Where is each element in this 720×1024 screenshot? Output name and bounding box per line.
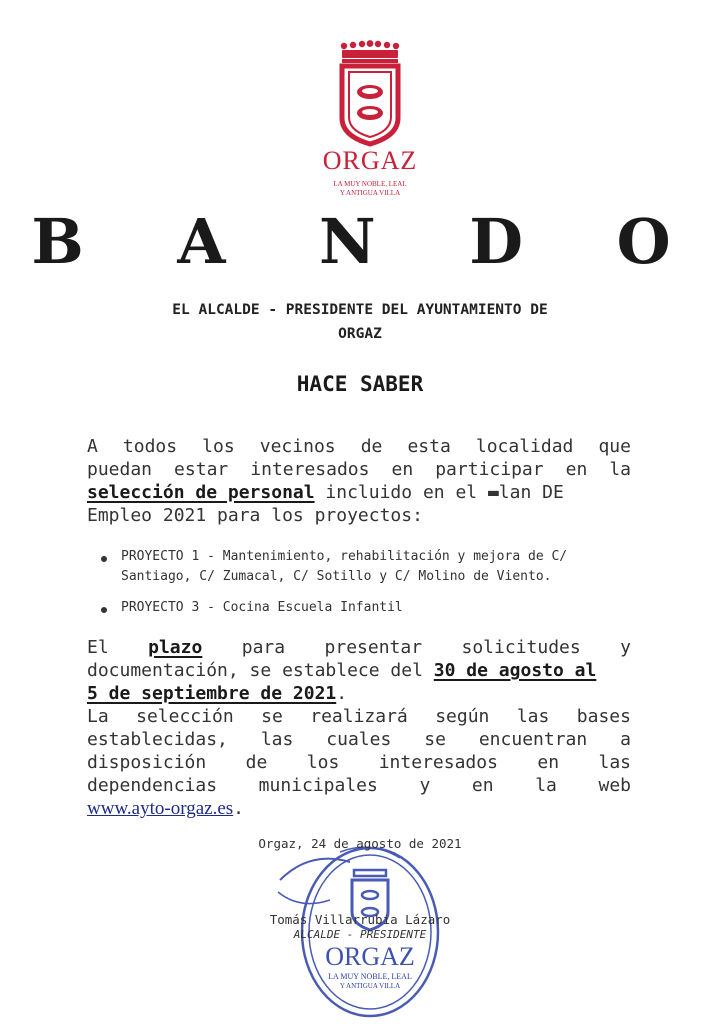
seleccion-personal-text: selección de personal <box>87 482 315 503</box>
orgaz-coat-of-arms-icon <box>330 40 410 160</box>
logo-motto <box>300 180 440 198</box>
logo-wordmark: ORGAZ <box>322 146 418 175</box>
stamp-motto-line2: Y ANTIGUA VILLA <box>339 982 401 990</box>
plazo-line <box>87 682 631 705</box>
hace-saber-heading: HACE SABER <box>296 372 424 396</box>
signatory-role: ALCALDE - PRESIDENTE <box>293 928 427 941</box>
bullet-icon <box>101 556 107 562</box>
seleccion-line: La selección se realizará según las bases <box>87 706 631 727</box>
plazo-text: documentación, se establece del <box>87 660 434 681</box>
plazo-text: para presentar solicitudes y <box>202 637 631 658</box>
seleccion-line: disposición de los interesados en las <box>87 752 631 773</box>
place-date: Orgaz, 24 de agosto de 2021 <box>258 836 462 851</box>
intro-line3-rest: incluido en el ▬lan DE <box>314 482 564 503</box>
issuer-heading <box>90 298 630 346</box>
document-title: B A N D O <box>31 205 707 278</box>
seleccion-line <box>87 797 631 820</box>
website-link[interactable]: www.ayto-orgaz.es <box>87 798 234 819</box>
plazo-line <box>87 636 631 659</box>
intro-line: A todos los vecinos de esta localidad que <box>87 436 631 457</box>
plazo-line <box>87 659 631 682</box>
plazo-text: . <box>336 683 348 704</box>
stamp-motto-line1: LA MUY NOBLE, LEAL <box>328 972 412 981</box>
seleccion-line: dependencias municipales y en la web <box>87 775 631 796</box>
plazo-bold: plazo <box>148 637 203 658</box>
intro-line: puedan estar interesados en participar en la <box>87 459 631 480</box>
seleccion-text: . <box>233 798 244 819</box>
stamp-name: ORGAZ <box>325 942 415 971</box>
date-range-end: 5 de septiembre de 2021 <box>87 683 337 704</box>
logo-motto-line2: Y ANTIGUA VILLA <box>339 189 401 197</box>
intro-line <box>87 481 631 504</box>
project-item-line: PROYECTO 3 - Cocina Escuela Infantil <box>121 600 403 615</box>
project-item-line: PROYECTO 1 - Mantenimiento, rehabilitación y mejora de C/ <box>121 549 568 564</box>
issuer-heading-line2: ORGAZ <box>338 326 382 342</box>
issuer-heading-line1: EL ALCALDE - PRESIDENTE DEL AYUNTAMIENTO DE <box>172 302 548 318</box>
project-item-line: Santiago, C/ Zumacal, C/ Sotillo y C/ Molino de Viento. <box>121 569 552 584</box>
bullet-icon <box>101 607 107 613</box>
date-range-start: 30 de agosto al <box>433 660 597 681</box>
intro-line: Empleo 2021 para los proyectos: <box>87 505 423 526</box>
seleccion-line: establecidas, las cuales se encuentran a <box>87 729 631 750</box>
plazo-text: El <box>87 637 149 658</box>
signatory-name: Tomás Villarrubia Lázaro <box>269 912 451 927</box>
logo-motto-line1: LA MUY NOBLE, LEAL <box>333 180 407 188</box>
